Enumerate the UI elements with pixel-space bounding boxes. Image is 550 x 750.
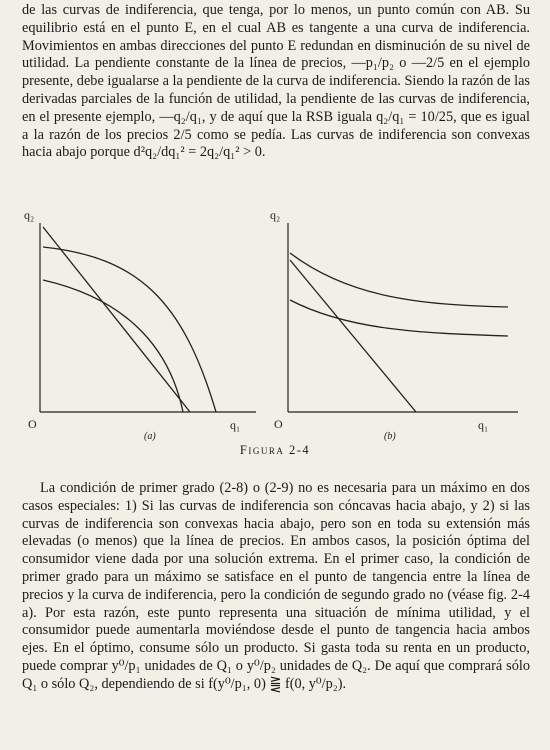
figure-2-4 [18,205,530,450]
panel-a-origin-label: O [28,417,37,431]
panel-b-x-axis-label: q₁ [478,418,489,432]
panel-b [270,208,518,442]
figure-caption: Figura 2-4 [239,443,311,457]
panel-a-x-axis-label: q₁ [230,418,241,432]
paragraph-bottom: La condición de primer grado (2-8) o (2-9) no es necesaria para un máximo en dos casos especiales: 1) Si las curvas de indiferencia son cóncavas hacia abajo, y 2) si las curvas de indiferencia son convexas hacia abajo, pero son en toda su extensión más elevadas (o menos) que la línea de precios. En ambos casos, la posición óptima del consumidor viene dada por una solución extrema. En el primer caso, la condición de primer grado para un máximo se satisface en el punto de tangencia entre la línea de precios y la curva de indiferencia, pero la condición de segundo grado no (véase fig. 2-4 a). Por esta razón, este punto representa una situación de mínima utilidad, y el consumidor puede aumentarla moviéndose desde el punto de tangencia hacia ambos ejes. En el óptimo, consume sólo un producto. Si gasta toda su renta en un producto, puede comprar y⁰/p₁ unidades de Q₁ o y⁰/p₂ unidades de Q₂. De aquí que comprará sólo Q₁ o sólo Q₂, dependiendo de si f(y⁰/p₁, 0) ⪌ f(0, y⁰/p₂). [22,480,530,692]
paragraph-top: de las curvas de indiferencia, que tenga, por lo menos, un punto común con AB. Su equilibrio está en el punto E, en el cual AB es tangente a una curva de indiferencia. Movimientos en ambas direcciones del punto E redundan en disminución de su nivel de utilidad. La pendiente constante de la línea de precios, —p₁/p₂ o —2/5 en el ejemplo presente, debe igualarse a la pendiente de la curva de indiferencia. Siendo la razón de las derivadas parciales de la función de utilidad, la pendiente de las curvas de indiferencia, en el presente ejemplo, —q₂/q₁, y de aquí que la RSB iguala q₂/q₁ = 10/25, que es igual a la razón de los precios 2/5 como se pedía. Las curvas de indiferencia son convexas hacia abajo porque d²q₂/dq₁² = 2q₂/q₁² > 0. [22,2,530,161]
figure-svg [18,205,530,450]
panel-b-y-axis-label: q₂ [270,208,281,222]
panel-b-origin-label: O [274,417,283,431]
panel-b-price-line [290,260,416,412]
panel-a-indifference-curve-upper [43,247,216,412]
panel-a [24,208,256,442]
panel-b-label: (b) [384,431,396,442]
panel-a-indifference-curve-lower [43,280,183,412]
panel-a-price-line [43,227,190,412]
panel-a-y-axis-label: q₂ [24,208,35,222]
panel-a-label: (a) [144,431,156,442]
